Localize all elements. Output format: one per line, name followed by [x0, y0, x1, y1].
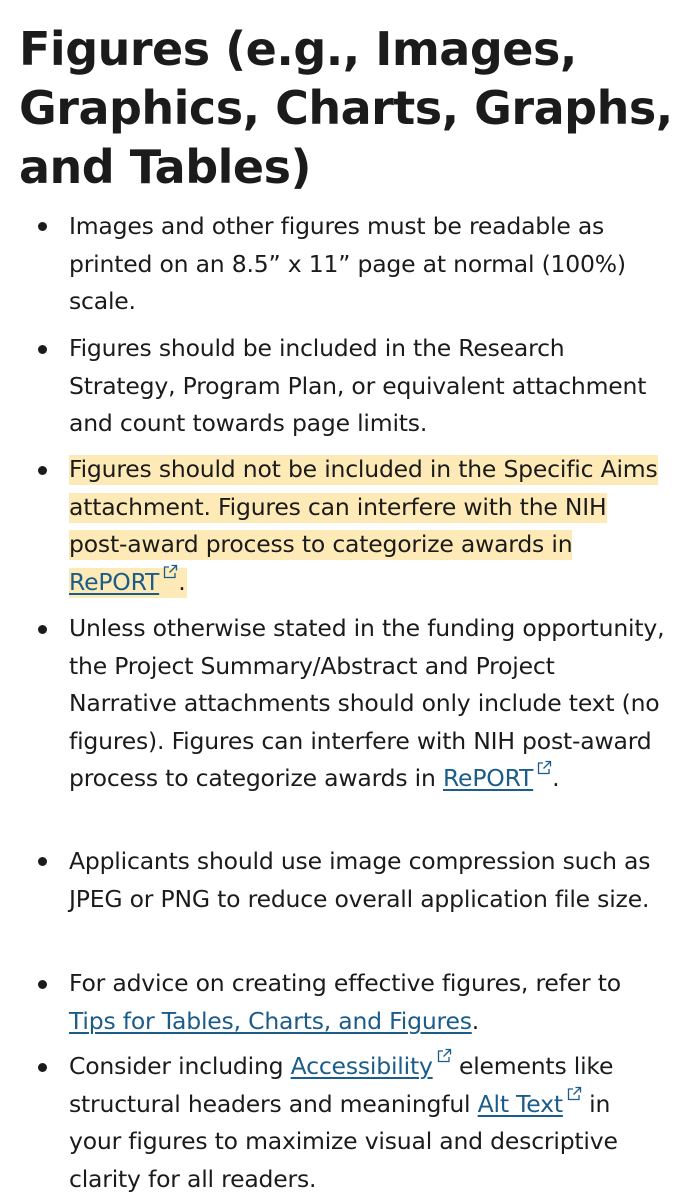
bullet-icon — [38, 980, 47, 989]
text-segment: . — [552, 764, 560, 792]
highlighted-text — [69, 455, 658, 598]
tips-link[interactable]: Tips for Tables, Charts, and Figures — [69, 1006, 472, 1035]
text-segment: . — [178, 567, 186, 596]
report-link[interactable]: RePORT — [442, 764, 534, 792]
external-link-icon — [436, 1048, 452, 1064]
external-link-icon — [536, 760, 552, 776]
list-item-text — [69, 610, 669, 798]
bullet-icon — [38, 345, 47, 354]
text-segment: Figures should not be included in the Specific Aims attachment. Figures can interfere with the NIH post-award process to categorize awards in — [69, 455, 658, 558]
bullet-icon — [38, 857, 47, 866]
bullet-icon — [38, 222, 47, 231]
list-item-text: Applicants should use image compression such as JPEG or PNG to reduce overall application file size. — [69, 847, 651, 913]
alt-text-link[interactable]: Alt Text — [477, 1089, 563, 1118]
accessibility-link[interactable]: Accessibility — [290, 1052, 433, 1080]
text-segment: Unless otherwise stated in the funding opportunity, the Project Summary/Abstract and Project Narrative attachments should only include text (no figures). Figures can interfere with NIH post-award process to categorize awards in — [69, 614, 665, 792]
text-segment: elements like structural headers and meaningful — [69, 1052, 614, 1118]
list-item-text — [69, 1048, 669, 1198]
report-link[interactable]: RePORT — [69, 567, 160, 596]
text-segment: For advice on creating effective figures, refer to — [69, 969, 621, 997]
list-item-text — [69, 965, 669, 1040]
bullet-icon — [38, 625, 47, 634]
page-title: Figures (e.g., Images, Graphics, Charts, Graphs, and Tables) — [19, 22, 673, 194]
text-segment: Consider including — [69, 1052, 291, 1080]
bullet-icon — [38, 1063, 47, 1072]
bullet-icon — [38, 466, 47, 475]
list-item-text: Images and other figures must be readable as printed on an 8.5” x 11” page at normal (100%) scale. — [69, 212, 626, 315]
external-link-icon — [566, 1086, 582, 1102]
list-item-text — [69, 451, 669, 601]
text-segment: . — [471, 1006, 480, 1035]
list-item-text: Figures should be included in the Research Strategy, Program Plan, or equivalent attachment and count towards page limits. — [69, 334, 647, 437]
text-segment: in your figures to maximize visual and descriptive clarity for all readers. — [69, 1089, 618, 1193]
external-link-icon — [162, 564, 178, 580]
